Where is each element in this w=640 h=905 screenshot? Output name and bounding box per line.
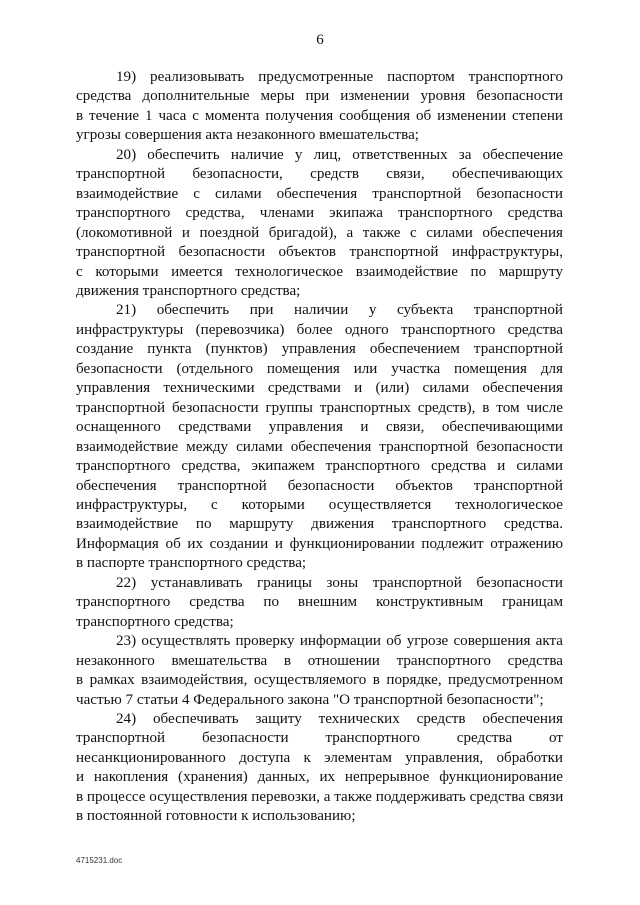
paragraph-line: инфраструктуры (перевозчика) более одного транспортного средства — [76, 321, 563, 338]
paragraph-line: безопасности (отдельного помещения или участка помещения для — [76, 360, 563, 377]
document-footer-filename: 4715231.doc — [76, 856, 123, 865]
document-body — [76, 68, 563, 827]
paragraph-line: и накопления (хранения) данных, их непрерывное функционирование — [76, 769, 563, 786]
paragraph-line: в постоянной готовности к использованию; — [76, 808, 356, 825]
paragraph-line: оснащенного средствами управления и связи, обеспечивающими — [76, 419, 563, 436]
paragraph-line: обеспечения транспортной безопасности объектов транспортной — [76, 477, 563, 494]
paragraph-line: управления техническими средствами и (или) силами обеспечения — [76, 380, 563, 397]
paragraph — [76, 301, 563, 573]
paragraph — [76, 632, 563, 710]
paragraph-line: создание пункта (пунктов) управления обеспечением транспортной — [76, 341, 563, 358]
paragraph — [76, 574, 563, 632]
paragraph-line: (локомотивной и поездной бригадой), а также с силами обеспечения — [76, 224, 563, 241]
page-number: 6 — [316, 32, 324, 48]
paragraph-line: взаимодействие между силами обеспечения транспортной безопасности — [76, 438, 563, 455]
paragraph-line: 24) обеспечивать защиту технических средств обеспечения — [116, 710, 563, 727]
paragraph-line: 19) реализовывать предусмотренные паспортом транспортного — [116, 69, 563, 85]
paragraph-line: в течение 1 часа с момента получения сообщения об изменении степени — [76, 107, 563, 124]
paragraph-line: взаимодействие с силами обеспечения транспортной безопасности — [76, 185, 563, 202]
paragraph-line: в паспорте транспортного средства; — [76, 555, 307, 572]
paragraph-line: транспортной безопасности группы транспортных средств), в том числе — [76, 399, 563, 416]
paragraph-line: взаимодействие по маршруту движения транспортного средства. — [76, 516, 563, 533]
paragraph-line: транспортного средства, членами экипажа транспортного средства — [76, 205, 563, 222]
paragraph — [76, 146, 563, 302]
paragraph-line: транспортной безопасности объектов транспортной инфраструктуры, — [76, 244, 563, 261]
paragraph-line: транспортной безопасности транспортного средства от — [76, 730, 563, 747]
paragraph-line: 23) осуществлять проверку информации об угрозе совершения акта — [116, 633, 563, 650]
paragraph-line: инфраструктуры, с которыми осуществляется технологическое — [76, 496, 563, 513]
paragraph-line: несанкционированного доступа к элементам управления, обработки — [76, 749, 563, 766]
paragraph-line: Информация об их создании и функционировании подлежит отражению — [76, 535, 563, 552]
paragraph-line: 21) обеспечить при наличии у субъекта транспортной — [116, 302, 563, 319]
paragraph-line: частью 7 статьи 4 Федерального закона "О транспортной безопасности"; — [76, 691, 544, 708]
paragraph-line: движения транспортного средства; — [76, 282, 301, 299]
paragraph-line: незаконного вмешательства в отношении транспортного средства — [76, 652, 563, 669]
paragraph-line: в рамках взаимодействия, осуществляемого в порядке, предусмотренном — [76, 672, 563, 689]
paragraph-line: транспортного средства; — [76, 613, 234, 630]
paragraph-line: в процессе осуществления перевозки, а также поддерживать средства связи — [76, 788, 564, 805]
paragraph-line: транспортного средства, экипажем транспортного средства и силами — [76, 458, 563, 475]
paragraph — [76, 710, 563, 827]
paragraph — [76, 68, 563, 146]
paragraph-line: с которыми имеется технологическое взаимодействие по маршруту — [76, 263, 563, 280]
paragraph-line: транспортной безопасности, средств связи, обеспечивающих — [76, 166, 563, 183]
paragraph-line: средства дополнительные меры при изменении уровня безопасности — [76, 88, 563, 105]
paragraph-line: 22) устанавливать границы зоны транспортной безопасности — [116, 574, 563, 591]
paragraph-line: угрозы совершения акта незаконного вмешательства; — [76, 127, 419, 144]
paragraph-line: транспортного средства по внешним конструктивным границам — [76, 594, 563, 611]
paragraph-line: 20) обеспечить наличие у лиц, ответственных за обеспечение — [116, 146, 563, 163]
